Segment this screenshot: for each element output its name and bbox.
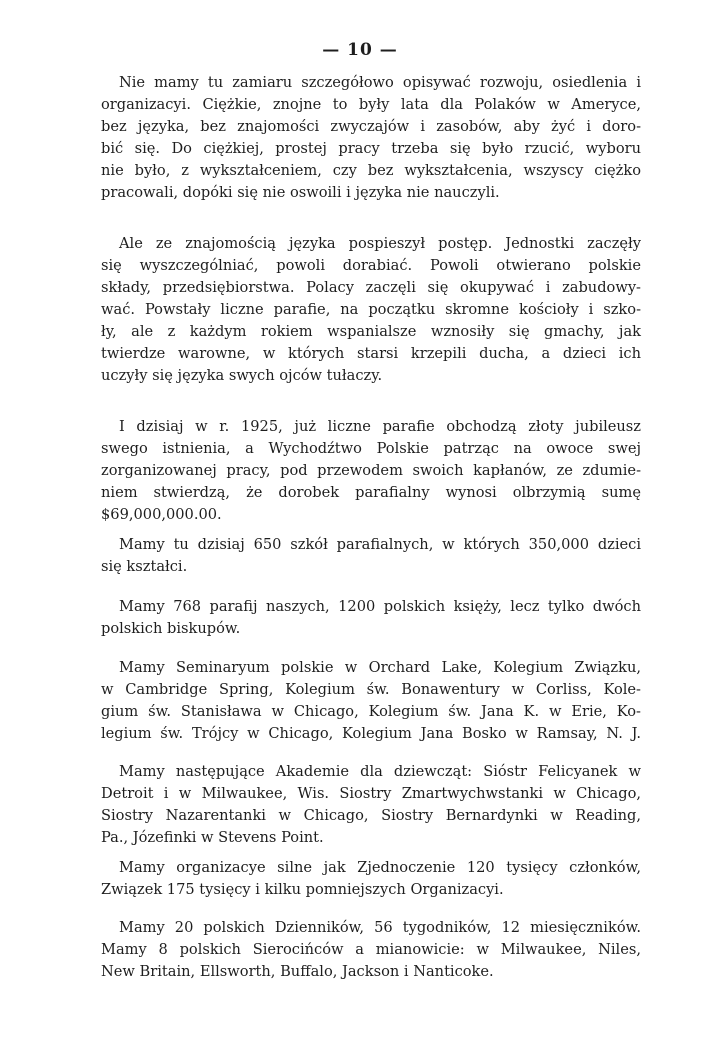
text-line: Mamy tu dzisiaj 650 szkół parafialnych, w których 350,000 dzieci [119,536,641,553]
text-line: I dzisiaj w r. 1925, już liczne parafie obchodzą złoty jubileusz [119,418,641,435]
paragraph-6 [101,657,641,745]
text-line: pracowali, dopóki się nie oswoili i języka nie nauczyli. [101,184,500,201]
text-line: bić się. Do ciężkiej, prostej pracy trzeba się było rzucić, wyboru [101,140,641,157]
text-line: Związek 175 tysięcy i kilku pomniejszych Organizacyi. [101,881,504,898]
text-line: nie było, z wykształceniem, czy bez wykształcenia, wszyscy ciężko [101,162,641,179]
text-line: Detroit i w Milwaukee, Wis. Siostry Zmartwychwstanki w Chicago, [101,785,641,802]
paragraph-2 [101,233,641,387]
text-line: niem stwierdzą, że dorobek parafialny wynosi olbrzymią sumę [101,484,641,501]
paragraph-5 [101,596,641,640]
text-line: swego istnienia, a Wychodźtwo Polskie patrząc na owoce swej [101,440,641,457]
text-line: Mamy następujące Akademie dla dziewcząt: Sióstr Felicyanek w [119,763,641,780]
text-line: Mamy 20 polskich Dzienników, 56 tygodników, 12 miesięczników. [119,919,641,936]
text-line: twierdze warowne, w których starsi krzepili ducha, a dzieci ich [101,345,641,362]
paragraph-7 [101,761,641,849]
text-line: w Cambridge Spring, Kolegium św. Bonawentury w Corliss, Kole- [101,681,641,698]
text-line: legium św. Trójcy w Chicago, Kolegium Jana Bosko w Ramsay, N. J. [101,725,641,742]
text-line: organizacyi. Ciężkie, znojne to były lata dla Polaków w Ameryce, [101,96,641,113]
text-line: Mamy 768 parafij naszych, 1200 polskich księży, lecz tylko dwóch [119,598,641,615]
text-line: Mamy organizacye silne jak Zjednoczenie 120 tysięcy członków, [119,859,641,876]
text-line: polskich biskupów. [101,620,241,637]
text-line: składy, przedsiębiorstwa. Polacy zaczęli się okupywać i zabudowy- [101,279,641,296]
paragraph-4 [101,534,641,578]
page-number: — 10 — [322,40,398,60]
text-line: gium św. Stanisława w Chicago, Kolegium św. Jana K. w Erie, Ko- [101,703,641,720]
paragraph-1 [101,72,641,204]
text-line: uczyły się języka swych ojców tułaczy. [101,367,383,384]
text-line: Pa., Józefinki w Stevens Point. [101,829,324,846]
text-line: Mamy 8 polskich Sierocińców a mianowicie: w Milwaukee, Niles, [101,941,641,958]
text-line: wać. Powstały liczne parafie, na początku skromne kościoły i szko- [101,301,641,318]
text-line: Ale ze znajomością języka pospieszył postęp. Jednostki zaczęły [119,235,641,252]
paragraph-8 [101,857,641,901]
paragraph-9 [101,917,641,983]
text-line: $69,000,000.00. [101,506,222,523]
text-line: się kształci. [101,558,188,575]
text-line: Mamy Seminaryum polskie w Orchard Lake, Kolegium Związku, [119,659,641,676]
text-line: Nie mamy tu zamiaru szczegółowo opisywać rozwoju, osiedlenia i [119,74,641,91]
text-line: się wyszczególniać, powoli dorabiać. Powoli otwierano polskie [101,257,641,274]
text-line: New Britain, Ellsworth, Buffalo, Jackson i Nanticoke. [101,963,494,980]
text-line: zorganizowanej pracy, pod przewodem swoich kapłanów, ze zdumie- [101,462,641,479]
text-line: bez języka, bez znajomości zwyczajów i zasobów, aby żyć i doro- [101,118,641,135]
paragraph-3 [101,416,641,526]
text-line: ły, ale z każdym rokiem wspanialsze wznosiły się gmachy, jak [101,323,641,340]
text-line: Siostry Nazarentanki w Chicago, Siostry Bernardynki w Reading, [101,807,641,824]
